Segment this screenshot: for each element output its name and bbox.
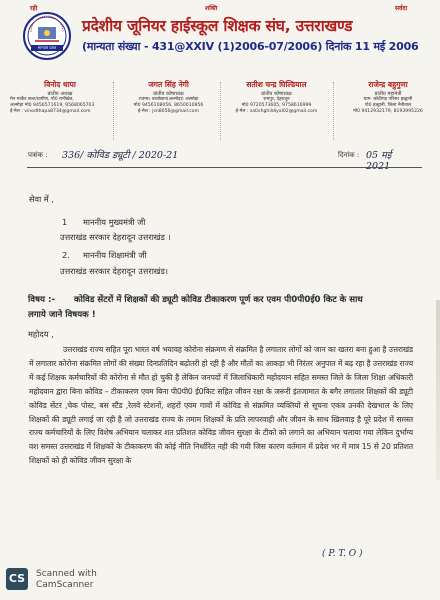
header-rule (27, 167, 422, 168)
addressee-number: 2. (62, 250, 70, 260)
greeting: महोदय , (28, 329, 54, 339)
addressee-title: माननीय शिक्षामंत्री जी (83, 250, 147, 260)
addressee-address: उत्तराखंड सरकार देहरादून उत्तराखंड। (60, 266, 168, 276)
watermark-line: CamScanner (36, 580, 94, 590)
header-slogans (0, 4, 440, 14)
bearer-president (10, 80, 110, 116)
logo-emblem-icon (25, 14, 69, 58)
bearer-phone: पो0 हल्द्वानी, जिला नैनीताल (364, 103, 412, 109)
office-bearers (6, 80, 438, 150)
bearer-email: ई-मेल : vinodthapa8734@gmail.com (10, 109, 91, 115)
slogan-right: सर्वदा (395, 5, 408, 12)
bearer-phone: अल्मोड़ा मो0 9456571619, 9568065703 (10, 103, 95, 109)
bearer-name: सतीश चन्द्र घिल्डियाल (246, 80, 307, 89)
subject-line: कोविड सेंटरों में शिक्षकों की ड्यूटी कोविड टीकाकरण पूर्ण कर एवम पी0पी0ई0 किट के साथ (74, 295, 363, 305)
bearer-secretary (224, 80, 329, 116)
bearer-address: ग्राम- कोठीगड़ परिसर हल्द्वानी (363, 97, 413, 102)
slogan-left: रही (30, 5, 38, 12)
divider (113, 82, 114, 140)
body-paragraph (29, 343, 413, 468)
date-value: 05 मई 2021 (366, 150, 392, 172)
patrank-value: 336/ कोविड ड्यूटी / 2020-21 (62, 150, 179, 161)
addressee-number: 1 (62, 217, 68, 227)
bearer-phone: मो0 9720573605, 9758616999 (241, 103, 312, 109)
bearer-title: प्रांतीय कोषाध्यक्ष (261, 91, 292, 97)
bearer-email: ई-मेल : satishghildiyal02@gmail.com (235, 109, 318, 115)
bearer-phone: मो0 9456108056, 8650010856 (133, 103, 204, 109)
bearer-title: प्रांतीय अध्यक्ष (47, 91, 73, 97)
addressee-title: माननीय मुख्यमंत्री जी (83, 217, 146, 227)
pto-note: ( P. T. O ) (322, 549, 363, 559)
date-label: दिनांक : (338, 151, 360, 159)
body-text: उत्तराखंड राज्य सहित पूरा भारत वर्ष भयावह कोरोना संक्रमण से संक्रमित है लगातार लोगों को जान का खतरा बना हुआ है उत्तराखंड में लगातार कोरोना संक्रमित लोगों की संख्या दिनप्रतिदिन बढ़ोतरी हो रही है और मौतों का आकड़ा भी निरंतर अनुपात में बढ़ रहा है उत्तराखंड राज्य में कई शिक्षक कर्मचारियों की कोरोना से मौत हो चुकी है लेकिन जनपदों में जिलाधिकारी महोदयान सहित समस्त जिले के जिला शिक्षा अधिकारी महोदयान द्वारा बिना कोविड – टीकाकरण एवम बिना पी0पी0 ई0किट सहित जीवन रक्षा के जरूरी इंतजामात के बगैर लगातार शिक्षकों की ड्यूटी कोविड सेंटर ,चेक पोस्ट, बस स्टैंड ,रेलवे स्टेशनों, शहरों एवम गावों में कोविड से संक्रमित व्यक्तियों से सूचना एकत्र उनकी देखभाल के लिए शिक्षकों की ड्यूटी लगाई जा रही है जो उत्तराखंड राज्य के तमाम शिक्षकों के प्रति लापरवाही और जीवन के साथ खिलवाड़ है पूरे प्रदेश में समस्त राज्य कर्मचारियों के लिए विशेष अभियान चलाकर शत प्रतिशत कोविड जीवन सुरक्षा के टीको को लगाने का अभियान चलाया गया लेकिन दुर्भाग्य वश समस्त उत्तराखंड में शिक्षकों के टीकाकरण की कोई नीति निर्धारित नही की गयी जिस कारण वर्तमान में प्रदेश भर में मात्र 15 से 20 प्रतिशत शिक्षकों को ही कोविड जीवन सुरक्षा के (29, 345, 413, 466)
slogan-center: शक्ति (205, 5, 218, 12)
bearer-name: राजेन्द्र बहुगुणा (368, 80, 408, 89)
watermark-line: Scanned with (36, 569, 97, 579)
addressee-address: उत्तराखंड सरकार देहरादून उत्तराखंड । (60, 232, 171, 242)
bearer-name: विनोद थापा (44, 80, 76, 89)
camscanner-logo-icon: CS (6, 568, 28, 590)
salutation: सेवा में , (29, 194, 54, 204)
bearer-email: मो0 9412932179, 8193995226 (353, 109, 423, 115)
bearer-general-secretary (340, 80, 436, 116)
subject-line: लगाये जाने विषयक ! (28, 310, 96, 320)
subject-label: विषय :- (28, 295, 55, 305)
bearer-treasurer (121, 80, 216, 116)
union-logo (23, 12, 71, 60)
scan-edge (436, 300, 440, 480)
bearer-address: राउमा० बालोद्यान(अल्मोड़ा) अल्मोड़ा (138, 97, 199, 102)
bearer-address: रामपुर, देहरादून (263, 97, 290, 102)
divider (333, 82, 334, 140)
bearer-name: जगत सिंह नेगी (148, 80, 189, 89)
bearer-address: मेन मार्केट सल्ट/ग्रामीण, पौ0 रानीखेत, (10, 97, 74, 102)
bearer-email: ई-मेल : jsn8056@gmail.com (137, 109, 200, 115)
bearer-title: प्रांतीय कोषाध्यक्ष (153, 91, 184, 97)
logo-caption: मान्यता प्राप्त (31, 45, 63, 51)
bearer-title: प्रांतीय महामंत्री (374, 91, 402, 97)
organization-name: प्रदेशीय जूनियर हाईस्कूल शिक्षक संघ, उत्तराखण्ड (82, 17, 353, 35)
patrank-label: पत्रांक : (28, 151, 48, 159)
divider (220, 82, 221, 140)
registration-line: (मान्यता संख्या - 431@XXIV (1)2006-07/2006) दिनांक 11 मई 2006 (82, 40, 419, 53)
